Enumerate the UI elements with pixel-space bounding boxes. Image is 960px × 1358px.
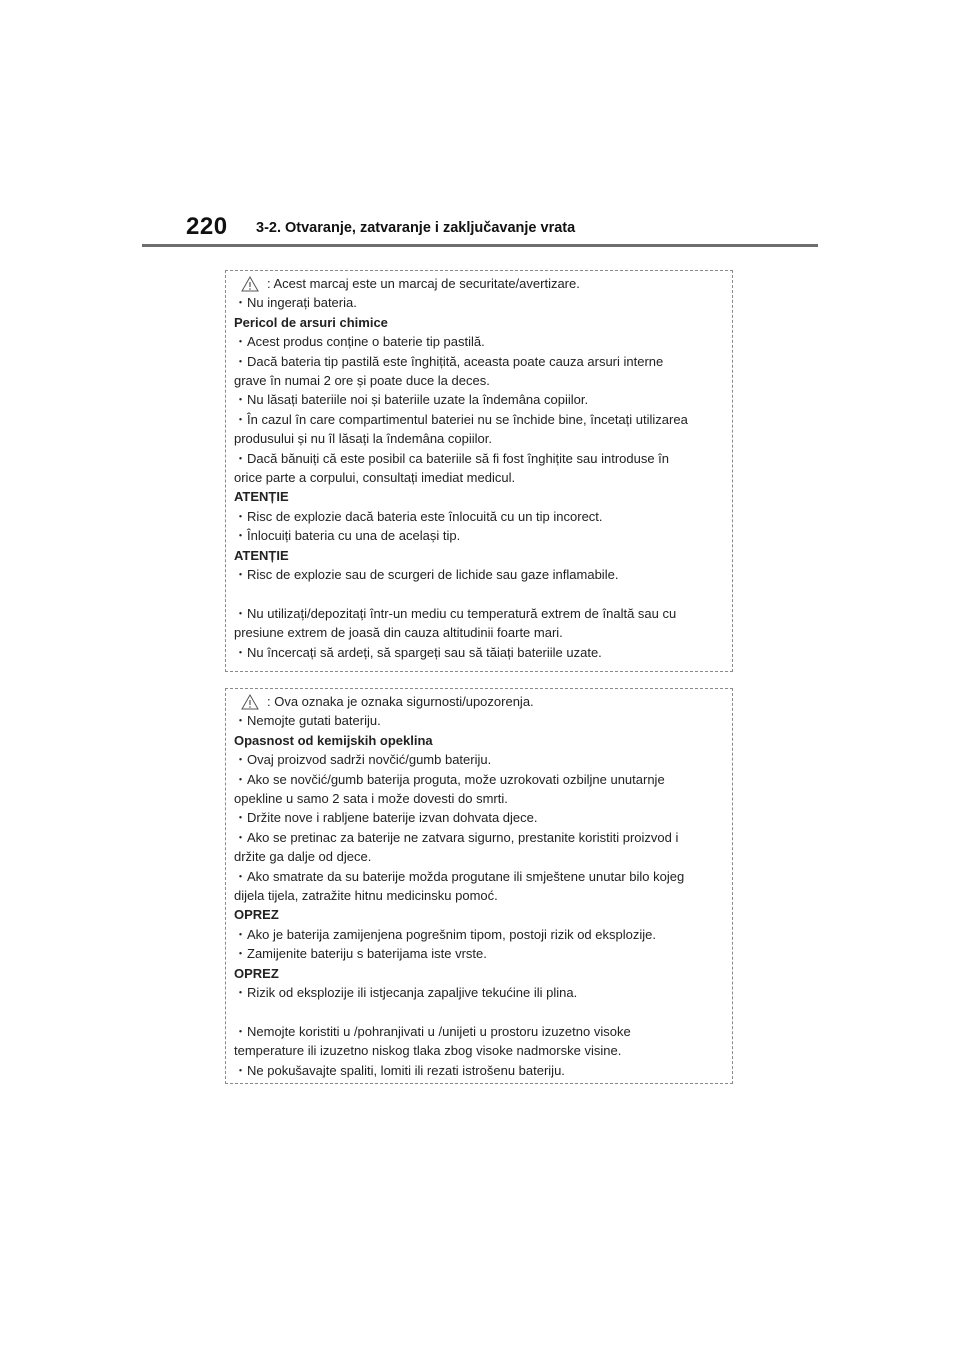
- warning-text-line: ・Nu lăsați bateriile noi și bateriile uzate la îndemâna copiilor.: [234, 392, 589, 408]
- warning-text-line: ・Ako je baterija zamijenjena pogrešnim tipom, postoji rizik od eksplozije.: [234, 926, 656, 942]
- warning-text-line: ・Nemojte koristiti u /pohranjivati u /unijeti u prostoru izuzetno visoke: [234, 1023, 631, 1039]
- warning-text-line: opekline u samo 2 sata i može dovesti do smrti.: [234, 791, 508, 807]
- warning-text-line: ・Dacă bateria tip pastilă este înghițită, aceasta poate cauza arsuri interne: [234, 353, 664, 369]
- warning-text-line: ・Înlocuiți bateria cu una de același tip.: [234, 528, 461, 544]
- warning-text-line: ・Ako se novčić/gumb baterija proguta, može uzrokovati ozbiljne unutarnje: [234, 771, 665, 787]
- warning-text-line: ・Zamijenite bateriju s baterijama iste vrste.: [234, 946, 487, 962]
- blank-line: [234, 585, 724, 604]
- warning-text-line: ・Rizik od eksplozije ili istjecanja zapaljive tekućine ili plina.: [234, 985, 578, 1001]
- warning-text-line: ・Ako smatrate da su baterije možda progutane ili smještene unutar bilo kojeg: [234, 868, 685, 884]
- warning-text-line: ・Nu utilizați/depozitați într-un mediu cu temperatură extrem de înaltă sau cu: [234, 605, 677, 621]
- warning-lines: [234, 711, 724, 1080]
- warning-text-line: ・Risc de explozie dacă bateria este înlocuită cu un tip incorect.: [234, 508, 603, 524]
- warning-text-line: temperature ili izuzetno niskog tlaka zbog visoke nadmorske visine.: [234, 1043, 622, 1059]
- header-rule: [142, 244, 818, 247]
- warning-heading: Opasnost od kemijskih opeklina: [234, 732, 433, 748]
- page-number: 220: [186, 213, 228, 240]
- warning-heading: OPREZ: [234, 907, 279, 923]
- warning-lines: [234, 293, 724, 662]
- warning-intro-text: : Ova oznaka je oznaka sigurnosti/upozorenja.: [267, 694, 534, 709]
- warning-text-line: ・Ovaj proizvod sadrži novčić/gumb bateriju.: [234, 752, 492, 768]
- warning-intro-line: [234, 692, 724, 711]
- warning-heading: ATENȚIE: [234, 489, 289, 505]
- warning-text-line: držite ga dalje od djece.: [234, 849, 372, 865]
- warning-intro-line: [234, 274, 724, 293]
- warning-text-line: produsului și nu îl lăsați la îndemâna copiilor.: [234, 431, 492, 447]
- warning-box-croatian: [225, 688, 733, 1084]
- warning-text-line: ・Ne pokušavajte spaliti, lomiti ili rezati istrošenu bateriju.: [234, 1062, 565, 1078]
- warning-text-line: ・În cazul în care compartimentul bateriei nu se închide bine, încetați utilizarea: [234, 411, 688, 427]
- warning-intro-text: : Acest marcaj este un marcaj de securitate/avertizare.: [267, 276, 580, 291]
- warning-text-line: ・Ako se pretinac za baterije ne zatvara sigurno, prestanite koristiti proizvod i: [234, 829, 679, 845]
- warning-box-romanian: [225, 270, 733, 672]
- page-header: [142, 212, 818, 246]
- warning-text-line: ・Nemojte gutati bateriju.: [234, 713, 381, 729]
- warning-text-line: dijela tijela, zatražite hitnu medicinsku pomoć.: [234, 888, 498, 904]
- warning-heading: Pericol de arsuri chimice: [234, 314, 388, 330]
- warning-text-line: presiune extrem de joasă din cauza altitudinii foarte mari.: [234, 625, 563, 641]
- warning-text-line: orice parte a corpului, consultați imediat medicul.: [234, 470, 516, 486]
- warning-heading: ATENȚIE: [234, 547, 289, 563]
- warning-text-line: ・Nu ingerați bateria.: [234, 295, 357, 311]
- warning-text-line: grave în numai 2 ore și poate duce la deces.: [234, 373, 490, 389]
- warning-text-line: ・Dacă bănuiți că este posibil ca bateriile să fi fost înghițite sau introduse în: [234, 450, 670, 466]
- warning-text-line: ・Risc de explozie sau de scurgeri de lichide sau gaze inflamabile.: [234, 567, 619, 583]
- blank-line: [234, 1003, 724, 1022]
- warning-heading: OPREZ: [234, 965, 279, 981]
- warning-text-line: ・Acest produs conține o baterie tip pastilă.: [234, 334, 485, 350]
- warning-triangle-icon: [241, 276, 259, 292]
- warning-text-line: ・Držite nove i rabljene baterije izvan dohvata djece.: [234, 810, 538, 826]
- section-title: 3-2. Otvaranje, zatvaranje i zaključavanje vrata: [256, 220, 576, 236]
- warning-text-line: ・Nu încercați să ardeți, să spargeți sau să tăiați bateriile uzate.: [234, 644, 602, 660]
- warning-triangle-icon: [241, 694, 259, 710]
